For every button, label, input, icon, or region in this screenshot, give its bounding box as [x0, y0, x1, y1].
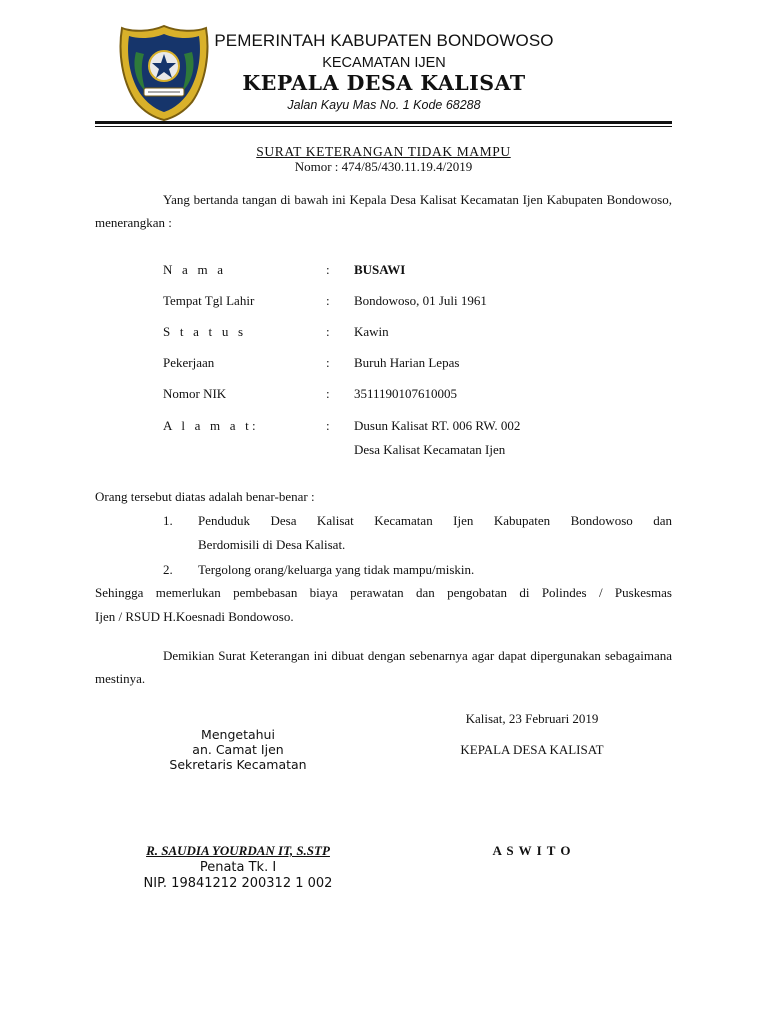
- identity-label-name: N a m a: [163, 262, 227, 277]
- letterhead-rule-thin: [95, 126, 672, 127]
- letterhead-address: Jalan Kayu Mas No. 1 Kode 68288: [287, 98, 481, 112]
- identity-colon: :: [326, 262, 330, 277]
- identity-value-status: Kawin: [354, 324, 389, 339]
- identity-value-address-line1: Dusun Kalisat RT. 006 RW. 002: [354, 418, 521, 433]
- list-item-number: 2.: [163, 562, 173, 577]
- signer-rank-left: Penata Tk. I: [199, 860, 277, 875]
- closing-paragraph: Demikian Surat Keterangan ini dibuat dengan sebenarnya agar dapat dipergunakan sebagaimana mestinya.: [95, 648, 672, 686]
- identity-label-birth: Tempat Tgl Lahir: [163, 293, 255, 308]
- identity-value-address-line2: Desa Kalisat Kecamatan Ijen: [354, 442, 506, 457]
- statement-intro: Orang tersebut diatas adalah benar-benar :: [95, 489, 315, 504]
- identity-label-status: S t a t u s: [163, 324, 247, 339]
- letterhead-government: PEMERINTAH KABUPATEN BONDOWOSO: [214, 31, 554, 50]
- identity-colon: :: [326, 386, 330, 401]
- purpose-paragraph-line1: Sehingga memerlukan pembebasan biaya perawatan dan pengobatan di Polindes / Puskesmas: [95, 585, 672, 600]
- identity-colon: :: [326, 355, 330, 370]
- identity-label-job: Pekerjaan: [163, 355, 215, 370]
- identity-colon: :: [326, 324, 330, 339]
- identity-value-job: Buruh Harian Lepas: [354, 355, 460, 370]
- letterhead-district: KECAMATAN IJEN: [322, 55, 446, 71]
- letterhead-rule-thick: [95, 121, 672, 124]
- identity-label-nik: Nomor NIK: [163, 386, 227, 401]
- signer-name-right: A S W I T O: [492, 843, 572, 858]
- bondowoso-emblem-logo: [116, 22, 212, 122]
- place-date: Kalisat, 23 Februari 2019: [465, 711, 599, 726]
- acknowledge-on-behalf: an. Camat Ijen: [192, 742, 284, 757]
- signer-nip-left: NIP. 19841212 200312 1 002: [143, 876, 333, 891]
- signer-title-right: KEPALA DESA KALISAT: [460, 742, 604, 757]
- identity-colon: :: [326, 293, 330, 308]
- identity-value-nik: 3511190107610005: [354, 386, 458, 401]
- purpose-paragraph-line2: Ijen / RSUD H.Koesnadi Bondowoso.: [95, 609, 294, 624]
- list-item-text-1a: Penduduk Desa Kalisat Kecamatan Ijen Kabupaten Bondowoso dan: [198, 513, 672, 528]
- acknowledge-label: Mengetahui: [201, 727, 275, 742]
- identity-value-birth: Bondowoso, 01 Juli 1961: [354, 293, 487, 308]
- list-item-text-1b: Berdomisili di Desa Kalisat.: [198, 537, 346, 552]
- signer-name-left: R. SAUDIA YOURDAN IT, S.STP: [146, 843, 330, 858]
- intro-paragraph: Yang bertanda tangan di bawah ini Kepala Desa Kalisat Kecamatan Ijen Kabupaten Bondowoso, menerangkan :: [95, 192, 672, 230]
- document-number: Nomor : 474/85/430.11.19.4/2019: [294, 159, 473, 174]
- document-title: SURAT KETERANGAN TIDAK MAMPU: [256, 144, 511, 159]
- identity-value-name: BUSAWI: [354, 262, 406, 277]
- letterhead-office: KEPALA DESA KALISAT: [242, 71, 526, 95]
- identity-label-address: A l a m a t:: [163, 418, 259, 433]
- list-item-number: 1.: [163, 513, 173, 528]
- list-item-text-2: Tergolong orang/keluarga yang tidak mampu/miskin.: [198, 562, 475, 577]
- acknowledge-position: Sekretaris Kecamatan: [169, 757, 307, 772]
- identity-colon: :: [326, 418, 330, 433]
